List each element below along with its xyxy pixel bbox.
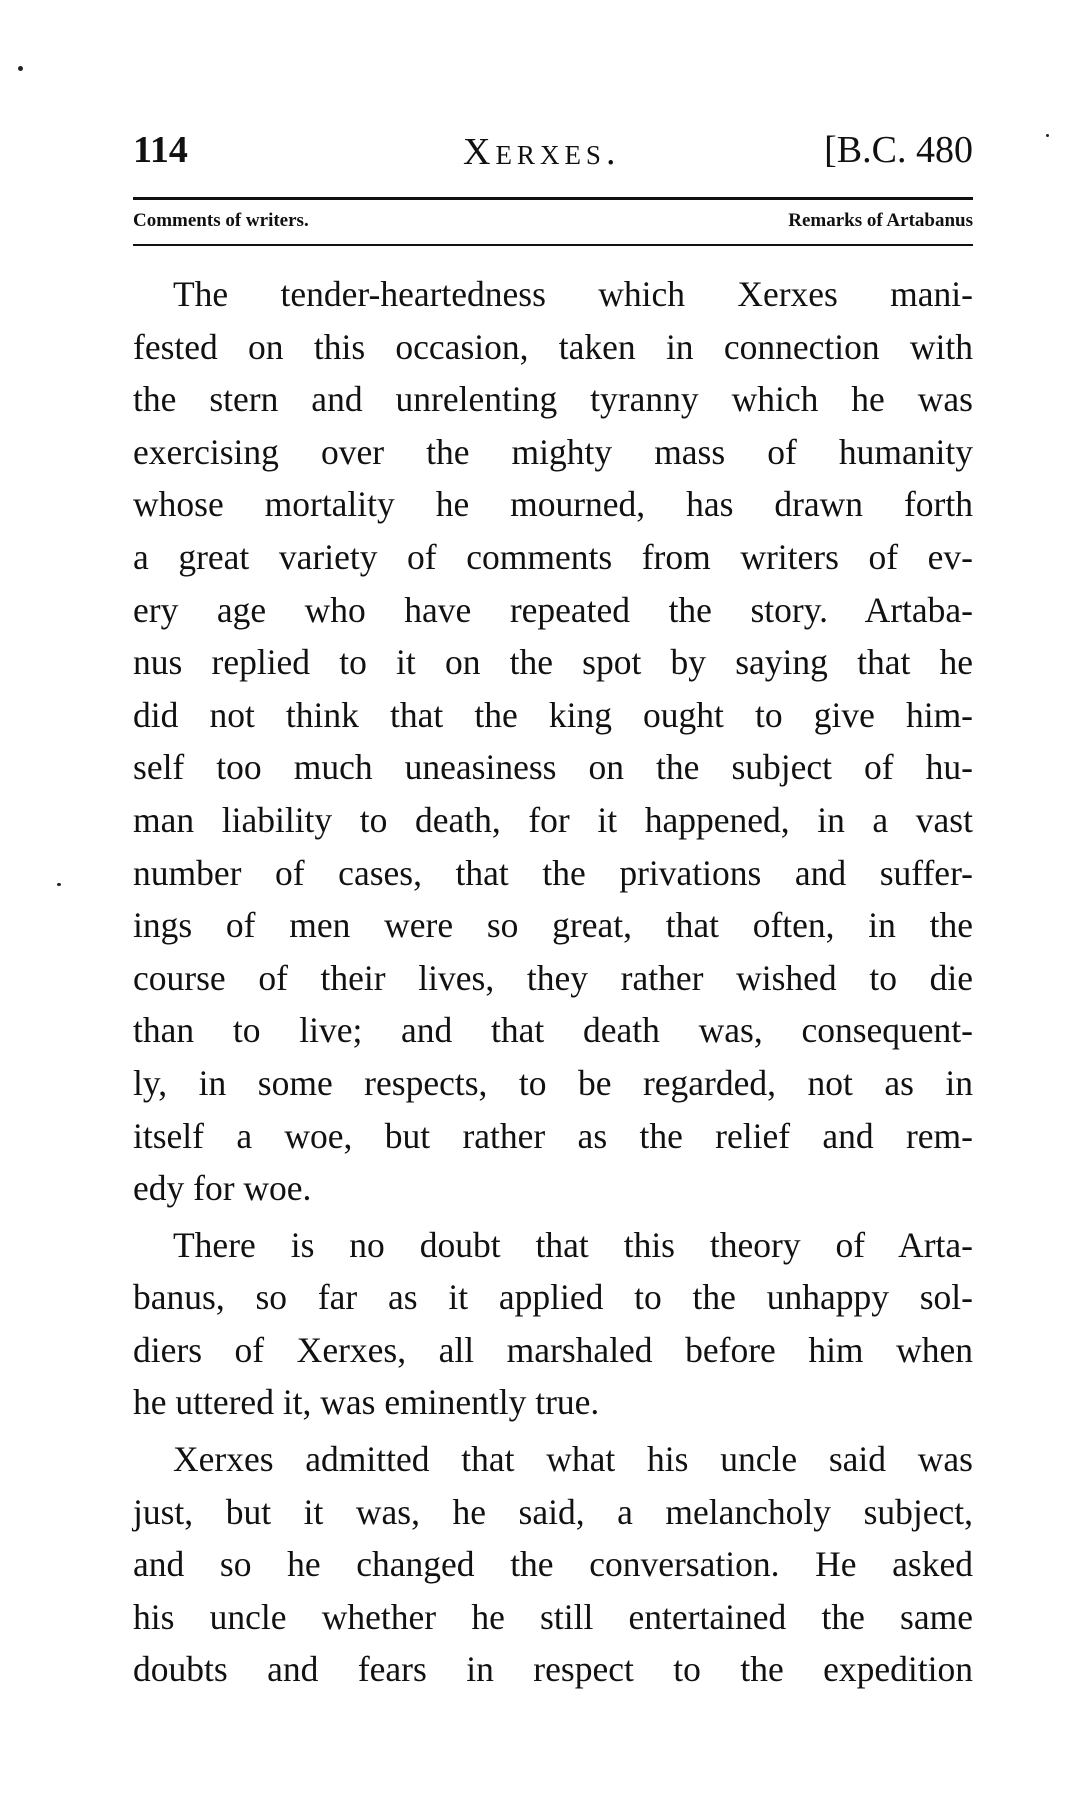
text-line: self too much uneasiness on the subject of hu- — [133, 747, 973, 788]
text-line: itself a woe, but rather as the relief and rem- — [133, 1115, 973, 1156]
text-line: course of their lives, they rather wished to die — [133, 957, 973, 998]
paragraph-3 — [133, 1433, 973, 1696]
date-label: [B.C. 480 — [824, 129, 973, 171]
body-text — [133, 268, 973, 1696]
text-line: There is no doubt that this theory of Arta- — [173, 1224, 973, 1265]
text-line: number of cases, that the privations and suffer- — [133, 852, 973, 893]
text-line: he uttered it, was eminently true. — [133, 1382, 600, 1423]
subheader — [133, 210, 973, 240]
running-header — [133, 128, 973, 188]
text-line: just, but it was, he said, a melancholy subject, — [133, 1491, 973, 1532]
text-line: nus replied to it on the spot by saying that he — [133, 642, 973, 683]
text-line: than to live; and that death was, consequent- — [133, 1010, 973, 1051]
text-line: diers of Xerxes, all marshaled before him when — [133, 1329, 973, 1370]
ink-speck — [18, 66, 23, 71]
text-line: edy for woe. — [133, 1168, 312, 1209]
text-line: ings of men were so great, that often, in the — [133, 905, 973, 946]
page-number: 114 — [133, 129, 188, 171]
text-line: and so he changed the conversation. He asked — [133, 1544, 973, 1585]
text-line: whose mortality he mourned, has drawn forth — [133, 484, 973, 525]
text-line: ery age who have repeated the story. Artaba- — [133, 589, 973, 630]
text-line: exercising over the mighty mass of humanity — [133, 431, 973, 472]
text-line: the stern and unrelenting tyranny which he was — [133, 379, 973, 420]
paragraph-2 — [133, 1219, 973, 1429]
header-rule-top — [133, 197, 973, 200]
text-line: did not think that the king ought to give him- — [133, 694, 973, 735]
text-line: doubts and fears in respect to the expedition — [133, 1649, 973, 1690]
text-line: Xerxes admitted that what his uncle said was — [173, 1439, 973, 1480]
text-line: man liability to death, for it happened, in a vast — [133, 799, 973, 840]
paragraph-1 — [133, 268, 973, 1215]
text-line: banus, so far as it applied to the unhappy sol- — [133, 1277, 973, 1318]
text-line: a great variety of comments from writers of ev- — [133, 536, 973, 577]
text-line: his uncle whether he still entertained the same — [133, 1596, 973, 1637]
subheader-left: Comments of writers. — [133, 210, 309, 231]
text-line: ly, in some respects, to be regarded, not as in — [133, 1062, 973, 1103]
text-line: fested on this occasion, taken in connection with — [133, 326, 973, 367]
subheader-right: Remarks of Artabanus — [788, 210, 973, 231]
ink-speck — [1046, 134, 1049, 137]
running-title: Xerxes. — [463, 131, 621, 173]
ink-speck — [57, 883, 61, 886]
text-line: The tender-heartedness which Xerxes mani- — [173, 274, 973, 314]
header-rule-bottom — [133, 244, 973, 246]
